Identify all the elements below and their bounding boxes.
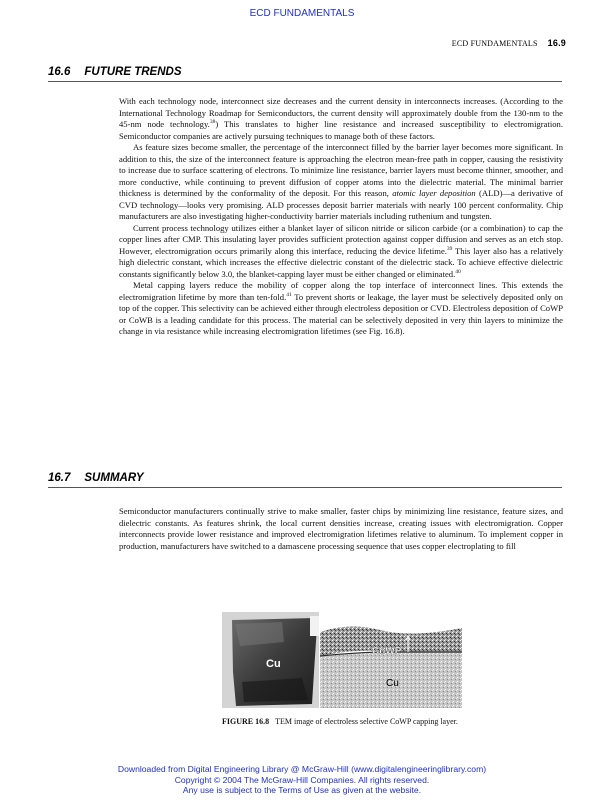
footer-copyright: Copyright © 2004 The McGraw-Hill Companies. All rights reserved. [174,774,430,785]
footer-download-link[interactable]: Downloaded from Digital Engineering Library @ McGraw-Hill (www.digitalengineeringlibrary.com) [117,764,487,774]
cowp-label: CoWP [372,646,402,657]
section-number: 16.7 [48,472,71,484]
page-number: 16.9 [547,38,566,48]
figure-16-8 [220,610,466,710]
paragraph-3 [119,223,563,281]
figure-caption [222,717,470,728]
cu-label-right: Cu [386,678,399,689]
section-heading-summary [48,472,562,488]
emphasis-term: atomic layer deposition [392,188,476,198]
future-trends-body [119,96,563,338]
running-head-title: ECD FUNDAMENTALS [451,39,538,48]
summary-body [119,506,563,552]
summary-paragraph: Semiconductor manufacturers continually strive to make smaller, faster chips by minimizing line resistance, feature sizes, and dielectric constants. As features shrink, the local current densities increase, creating issues with electromigration. Copper interconnects provide lower resistance and improved electromigration lifetimes relative to aluminum. To implement copper in production, manufacturers have switched to a damascene processing sequence that uses copper electroplating to fill [119,506,563,551]
cu-label-left: Cu [266,658,281,670]
text-run: ) This translates to higher line resistance and increased susceptibility to electromigration. Semiconductor companies are actively pursuing techniques to manage both of these factors. [119,119,563,141]
text-run: (ALD)—a derivative of CVD technology—looks very promising. ALD processes deposit barrier materials with nearly 100 percent conformality. Chip manufacturers are also investigating higher-conductivity barrier materials including ruthenium and tungsten. [119,188,563,221]
tem-capping-layer-detail [320,612,462,708]
text-run: With each technology node, interconnect size decreases and the current density in interconnects increases. (According to the International Technology Roadmap for Semiconductors, the current density will approximately double from the 130-nm to the 45-nm node technology. [119,96,563,129]
copper-line-image [222,612,319,708]
paragraph-4 [119,280,563,338]
page-footer [0,764,604,796]
tem-copper-cross-section [222,612,319,708]
footnote-ref: 38 [209,119,216,126]
footnote-ref: 40 [455,268,461,275]
paragraph-1 [119,96,563,142]
section-title: SUMMARY [84,472,144,484]
section-number: 16.6 [48,66,71,78]
footnote-ref: 39 [446,245,453,252]
text-run: To prevent shorts or leakage, the layer must be selectively deposited only on top of the copper. This selectivity can be achieved either through electroless deposition or CVD. Electroless deposition of CoWP or CoWB is a leading candidate for this process. The material can be selectively deposited in very thin layers to minimize the change in via resistance while increasing electromigration lifetimes (see Fig. 16.8). [119,291,563,336]
running-head [452,38,566,48]
section-title: FUTURE TRENDS [84,66,182,78]
footnote-ref: 41 [286,291,292,298]
text-run: As feature sizes become smaller, the percentage of the interconnect filled by the barrier layer becomes more significant. In addition to this, the size of the interconnect feature is approaching the electron mean-free path in copper, causing the resistivity to increase due to surface scattering of electrons. To minimize line resistance, barrier layers must become thinner, smoother, and more conductive, while continuing to prevent diffusion of copper atoms into the dielectric material. The minimal barrier thickness is determined by the conformality of the deposit. For this reason, [119,142,563,198]
caption-label: FIGURE 16.8 [222,717,270,726]
text-run: This layer also has a relatively high dielectric constant, which increases the effective dielectric constant of the dielectric stack. To achieve effective dielectric constants significantly below 3.0, the blanket-capping layer must be either changed or eliminated. [119,245,563,279]
footer-terms-link[interactable]: Any use is subject to the Terms of Use as given at the website. [182,785,422,795]
capping-layer-image [320,612,462,708]
text-run: Current process technology utilizes either a blanket layer of silicon nitride or silicon carbide (or a combination) to cap the copper lines after CMP. This insulating layer provides sufficient protection against copper diffusion and serves as an etch stop. However, electromigration occurs primarily along this interface, reducing the device lifetime. [119,222,563,256]
paragraph-2 [119,142,563,223]
top-banner: ECD FUNDAMENTALS [249,8,355,19]
caption-text: TEM image of electroless selective CoWP capping layer. [275,717,458,726]
section-heading-future-trends [48,66,562,82]
text-run: Metal capping layers reduce the mobility of copper along the top interface of interconnect lines. This extends the electromigration lifetime by more than ten-fold. [119,280,563,302]
